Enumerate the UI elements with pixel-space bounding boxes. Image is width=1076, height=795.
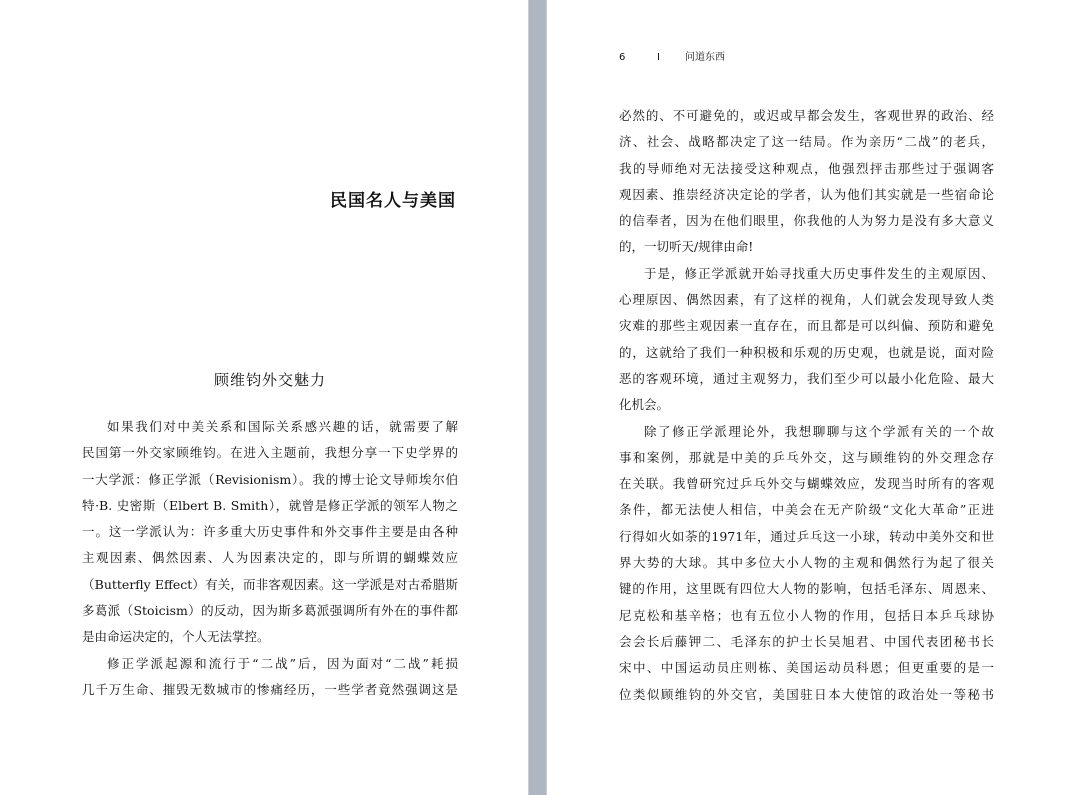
text-line: 的信奉者，因为在他们眼里，你我他的人为努力是没有多大意义 — [619, 213, 994, 229]
page-left — [0, 0, 529, 795]
text-line: 如果我们对中美关系和国际关系感兴趣的话，就需要了解 — [107, 419, 458, 434]
text-line: 会会长后藤钾二、毛泽东的护士长吴旭君、中国代表团秘书长 — [619, 633, 994, 649]
body-text-left — [82, 414, 458, 703]
running-head — [619, 48, 725, 63]
text-line: 民国第一外交家顾维钧。在进入主题前，我想分享一下史学界的 — [82, 445, 458, 461]
text-line: 除了修正学派理论外，我想聊聊与这个学派有关的一个故 — [644, 423, 994, 439]
text-line: 我的导师绝对无法接受这种观点，他强烈抨击那些过于强调客 — [619, 160, 994, 176]
book-title: 问道东西 — [685, 52, 725, 63]
text-line: 化机会。 — [619, 397, 670, 413]
text-line: 多葛派（Stoicism）的反动，因为斯多葛派强调所有外在的事件都 — [82, 603, 458, 619]
text-line: 事和案例，那就是中美的乒乓外交，这与顾维钧的外交理念存 — [619, 449, 994, 465]
text-line: 观因素、推崇经济决定论的学者，认为他们其实就是一些宿命论 — [619, 186, 994, 202]
text-line: 必然的、不可避免的，或迟或早都会发生，客观世界的政治、经 — [619, 108, 994, 123]
text-line: 济、社会、战略都决定了这一结局。作为亲历“二战”的老兵， — [619, 134, 994, 150]
text-line: 键的作用，这里既有四位大人物的影响，包括毛泽东、周恩来、 — [619, 581, 994, 597]
page-number: 6 — [619, 52, 626, 63]
page-right — [546, 0, 1076, 795]
text-line: 位类似顾维钧的外交官，美国驻日本大使馆的政治处一等秘书 — [619, 686, 994, 702]
body-text-right — [619, 103, 994, 708]
text-line: 行得如火如荼的1971年，通过乒乓这一小球，转动中美外交和世 — [619, 528, 994, 544]
text-line: 在关联。我曾研究过乒乓外交与蝴蝶效应，发现当时所有的客观 — [619, 476, 994, 492]
text-line: 一大学派：修正学派（Revisionism）。我的博士论文导师埃尔伯 — [82, 471, 458, 487]
running-head-separator: I — [657, 52, 660, 63]
text-line: 特·B. 史密斯（Elbert B. Smith），就曾是修正学派的领军人物之 — [82, 497, 458, 513]
article-title: 顾维钧外交魅力 — [213, 371, 326, 389]
text-line: 条件，都无法使人相信，中美会在无产阶级“文化大革命”正进 — [619, 502, 994, 518]
text-line: 尼克松和基辛格；也有五位小人物的作用，包括日本乒乓球协 — [619, 607, 994, 623]
text-line: 于是，修正学派就开始寻找重大历史事件发生的主观原因、 — [644, 265, 994, 281]
text-line: 是由命运决定的，个人无法掌控。 — [82, 629, 270, 645]
text-line: 的，一切听天/规律由命! — [619, 239, 754, 255]
text-line: 宋中、中国运动员庄则栋、美国运动员科恩；但更重要的是一 — [619, 660, 994, 676]
text-line: 恶的客观环境，通过主观努力，我们至少可以最小化危险、最大 — [619, 370, 994, 386]
text-line: 心理原因、偶然因素，有了这样的视角，人们就会发现导致人类 — [619, 292, 994, 308]
text-line: 一。这一学派认为：许多重大历史事件和外交事件主要是由各种 — [82, 524, 458, 540]
text-line: 修正学派起源和流行于“二战”后，因为面对“二战”耗损 — [107, 655, 458, 671]
section-title: 民国名人与美国 — [330, 191, 456, 211]
text-line: 主观因素、偶然因素、人为因素决定的，即与所谓的蝴蝶效应 — [82, 550, 458, 566]
text-line: （Butterfly Effect）有关，而非客观因素。这一学派是对古希腊斯 — [82, 576, 458, 592]
text-line: 灾难的那些主观因素一直存在，而且都是可以纠偏、预防和避免 — [619, 318, 994, 334]
text-line: 界大势的大球。其中多位大小人物的主观和偶然行为起了很关 — [619, 555, 994, 571]
text-line: 的，这就给了我们一种积极和乐观的历史观，也就是说，面对险 — [619, 344, 994, 360]
text-line: 几千万生命、摧毁无数城市的惨痛经历，一些学者竟然强调这是 — [82, 681, 458, 697]
